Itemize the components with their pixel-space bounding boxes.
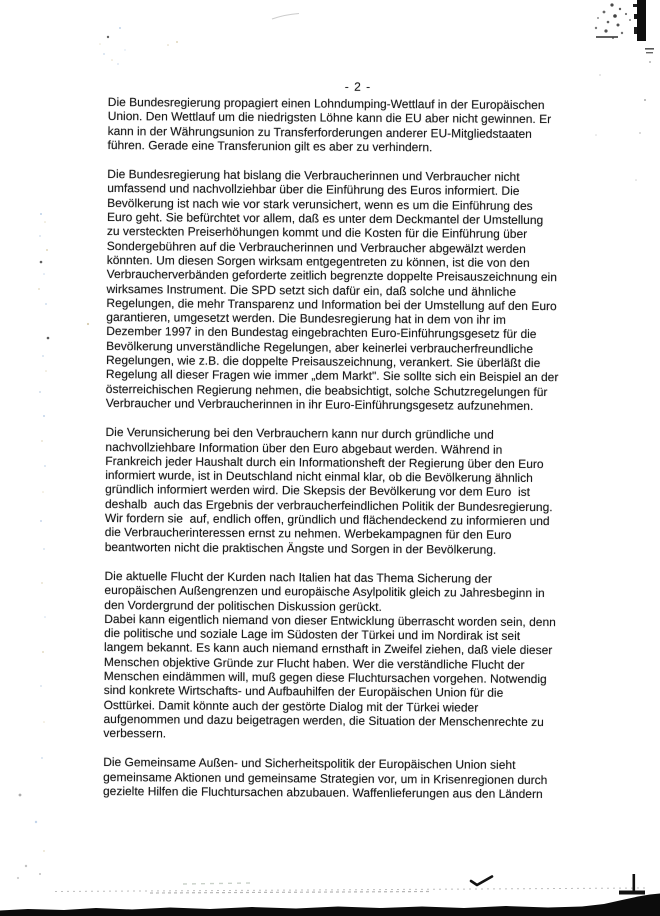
scan-edge-bottom (0, 874, 660, 916)
paragraph (103, 569, 624, 744)
text-line: beantworten nicht die praktischen Ängste und Sorgen in der Bevölkerung. (104, 539, 497, 557)
text-line: Bevölkerung unverständliche Regelungen, aber keinerlei verbraucherfreundliche (106, 338, 534, 356)
text-line: könnten. Um diesen Sorgen wirksam entgegentreten zu können, ist die von den (106, 252, 530, 270)
text-line: Menschen eindämmen will, muß gegen diese Fluchtursachen vorgehen. Notwendig (103, 668, 547, 687)
text-line: Dabei kann eigentlich niemand von dieser Entwicklung überrascht worden sein, denn (104, 611, 556, 629)
scan-smudge-top-right (595, 0, 654, 53)
text-line: informiert wurde, ist in Deutschland nicht einmal klar, ob die Bevölkerung ähnlich (105, 468, 533, 486)
text-line: deshalb auch das Ergebnis der verbraucherfeindlichen Politik der Bundesregierung. (104, 496, 553, 514)
text-line: gründlich informiert werden wird. Die Skepsis der Bevölkerung vor dem Euro ist (105, 482, 531, 500)
text-line: Sondergebühren auf die Verbraucherinnen und Verbraucher abgewälzt werden (106, 238, 526, 256)
text-line: europäischen Außengrenzen und europäische Asylpolitik gleich zu Jahresbeginn in (104, 583, 545, 601)
text-line: Dezember 1997 in den Bundestag eingebrachten Euro-Einführungsgesetz für die (106, 324, 537, 342)
page-number: - 2 - (344, 79, 372, 94)
text-line: Wir fordern sie auf, endlich offen, gründlich und flächendeckend zu informieren und (104, 511, 550, 529)
text-line: Die Bundesregierung propagiert einen Lohndumping-Wettlauf in der Europäischen (107, 94, 545, 113)
text-line: die Verbraucherinteressen ernst zu nehmen. Werbekampagnen für den Euro (104, 525, 512, 543)
scan-dust-line-bottom (55, 883, 645, 893)
text-line: nachvollziehbare Information über den Euro abgebaut werden. Während in (105, 439, 503, 457)
text-line: die politische und soziale Lage im Südosten der Türkei und im Nordirak ist seit (104, 626, 521, 643)
document-body (103, 95, 628, 802)
text-line: den Vordergrund der politischen Diskussion gerückt. (104, 597, 382, 614)
text-line: zu versteckten Preiserhöhungen kommt und die Kosten für die Einführung über (106, 224, 528, 242)
document-text-layer (0, 77, 660, 817)
text-line: Bevölkerung ist nach wie vor stark verunsichert, wenn es um die Einführung des (107, 195, 533, 213)
paragraph (103, 755, 623, 802)
paragraph (106, 167, 628, 414)
pencil-stroke-top (272, 14, 299, 20)
paragraph (105, 425, 626, 557)
text-line: Die Gemeinsame Außen- und Sicherheitspolitik der Europäischen Union sieht (103, 755, 516, 773)
text-line: aufgenommen und dazu beigetragen werden, die Situation der Menschenrechte zu (103, 711, 544, 729)
text-line: Regelungen, die mehr Transparenz und Information bei der Umstellung auf den Euro (106, 295, 557, 313)
paragraph (107, 95, 627, 156)
text-line: kann in der Währungsunion zu Transferforderungen anderer EU-Mitgliedstaaten (107, 123, 532, 141)
text-line: führen. Gerade eine Transferunion gilt es aber zu verhindern. (107, 137, 433, 155)
text-line: Verbraucher und Verbraucherinnen in ihr Euro-Einführungsgesetz aufzunehmen. (105, 395, 534, 413)
text-line: Regelungen, wie z.B. die doppelte Preisauszeichnung, verankert. Sie überläßt die (105, 353, 541, 371)
text-line: gemeinsame Aktionen und gemeinsame Strategien vor, um in Krisenregionen durch (103, 769, 548, 787)
text-line: Union. Den Wettlauf um die niedrigsten Löhne kann die EU aber nicht gewinnen. Er (107, 109, 552, 127)
text-line: Frankreich jeder Haushalt durch ein Informationsheft der Regierung über den Euro (105, 453, 544, 471)
text-line: langem bekannt. Es kann auch niemand ernsthaft in Zweifel ziehen, daß viele dieser (103, 640, 553, 658)
scan-mark-checkmark (471, 877, 492, 886)
text-line: umfassend und nachvollziehbar über die Einführung des Euros informiert. Die (107, 181, 520, 199)
text-line: Menschen objektive Gründe zur Flucht haben. Wer die verständliche Flucht der (103, 654, 525, 672)
text-line: Die aktuelle Flucht der Kurden nach Italien hat das Thema Sicherung der (104, 568, 492, 586)
text-line: Osttürkei. Damit könnte auch der gestörte Dialog mit der Türkei wieder (103, 697, 479, 715)
text-line: Die Bundesregierung hat bislang die Verbraucherinnen und Verbraucher nicht (107, 167, 520, 185)
text-line: sind konkrete Wirtschafts- und Aufbauhilfen der Europäischen Union für die (103, 683, 504, 701)
text-line: garantieren, umgesetzt werden. Die Bundesregierung hat in dem von ihr im (106, 310, 506, 327)
text-line: Euro geht. Sie befürchtet vor allem, daß es unter dem Deckmantel der Umstellung (106, 210, 544, 228)
text-line: Regelung all dieser Fragen wie immer „dem Markt". Sie sollte sich ein Beispiel an der (105, 367, 559, 385)
text-line: Verbraucherverbänden geforderte zeitlich begrenzte doppelte Preisauszeichnung ein (106, 267, 557, 285)
text-line: Die Verunsicherung bei den Verbrauchern kann nur durch gründliche und (105, 425, 494, 442)
text-line: österreichischen Regierung nehmen, die beabsichtigt, solche Schutzregelungen für (105, 381, 548, 399)
text-line: wirksames Instrument. Die SPD setzt sich dafür ein, daß solche und ähnliche (106, 281, 517, 299)
text-line: gezielte Hilfen die Fluchtursachen abzubauen. Waffenlieferungen aus den Ländern (102, 784, 543, 802)
scan-speckles-top-left (99, 27, 178, 65)
text-line: verbessern. (103, 726, 167, 741)
